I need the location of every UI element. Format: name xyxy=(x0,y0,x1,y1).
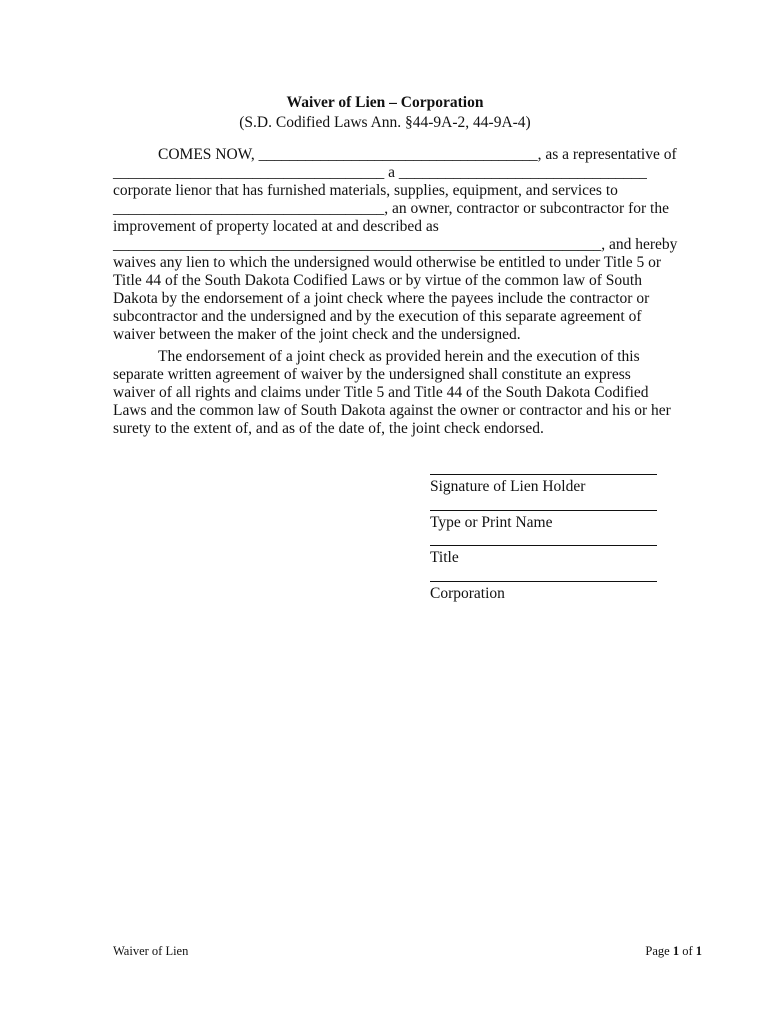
document-title: Waiver of Lien – Corporation xyxy=(286,94,484,111)
signature-label: Signature of Lien Holder xyxy=(430,478,586,495)
corporation-line[interactable] xyxy=(430,581,657,582)
signature-line[interactable] xyxy=(430,474,657,475)
paragraph-2 xyxy=(113,348,671,438)
paragraph-line: COMES NOW, ____________________________________, as a representative of xyxy=(158,146,677,163)
paragraph-line: subcontractor and the undersigned and by the execution of this separate agreement of xyxy=(113,308,642,325)
signature-block-corporation xyxy=(430,581,657,604)
print-name-label: Type or Print Name xyxy=(430,514,553,531)
title-label: Title xyxy=(430,549,459,566)
signature-block-title xyxy=(430,545,657,568)
document-body xyxy=(113,146,678,438)
paragraph-line: separate written agreement of waiver by the undersigned shall constitute an express xyxy=(113,366,631,383)
paragraph-line: Laws and the common law of South Dakota against the owner or contractor and his or her xyxy=(113,402,671,419)
signature-block-print-name xyxy=(430,510,657,533)
document-subtitle: (S.D. Codified Laws Ann. §44-9A-2, 44-9A-4) xyxy=(239,114,531,131)
paragraph-line: ___________________________________, an owner, contractor or subcontractor for the xyxy=(113,200,669,217)
footer-page-number xyxy=(645,944,702,959)
paragraph-line: _______________________________________________________________, and hereby xyxy=(113,236,678,253)
corporation-label: Corporation xyxy=(430,585,505,602)
paragraph-line: waives any lien to which the undersigned would otherwise be entitled to under Title 5 or xyxy=(113,254,661,271)
paragraph-line: The endorsement of a joint check as provided herein and the execution of this xyxy=(158,348,640,365)
signature-block-lien-holder xyxy=(430,474,657,497)
paragraph-line: ___________________________________ a ________________________________ xyxy=(113,164,647,181)
page-total: 1 xyxy=(695,944,702,958)
page-of: of xyxy=(682,944,693,958)
title-line[interactable] xyxy=(430,545,657,546)
page-current: 1 xyxy=(672,944,680,958)
page-prefix: Page xyxy=(645,944,670,958)
footer-document-name: Waiver of Lien xyxy=(113,944,189,958)
paragraph-line: Dakota by the endorsement of a joint check where the payees include the contractor or xyxy=(113,290,650,307)
paragraph-line: corporate lienor that has furnished materials, supplies, equipment, and services to xyxy=(113,182,618,199)
paragraph-1 xyxy=(113,146,678,344)
print-name-line[interactable] xyxy=(430,510,657,511)
paragraph-line: waiver of all rights and claims under Title 5 and Title 44 of the South Dakota Codified xyxy=(113,384,649,401)
paragraph-line: improvement of property located at and described as xyxy=(113,218,439,235)
paragraph-line: Title 44 of the South Dakota Codified Laws or by virtue of the common law of South xyxy=(113,272,642,289)
paragraph-line: surety to the extent of, and as of the date of, the joint check endorsed. xyxy=(113,420,544,437)
paragraph-line: waiver between the maker of the joint check and the undersigned. xyxy=(113,326,521,343)
